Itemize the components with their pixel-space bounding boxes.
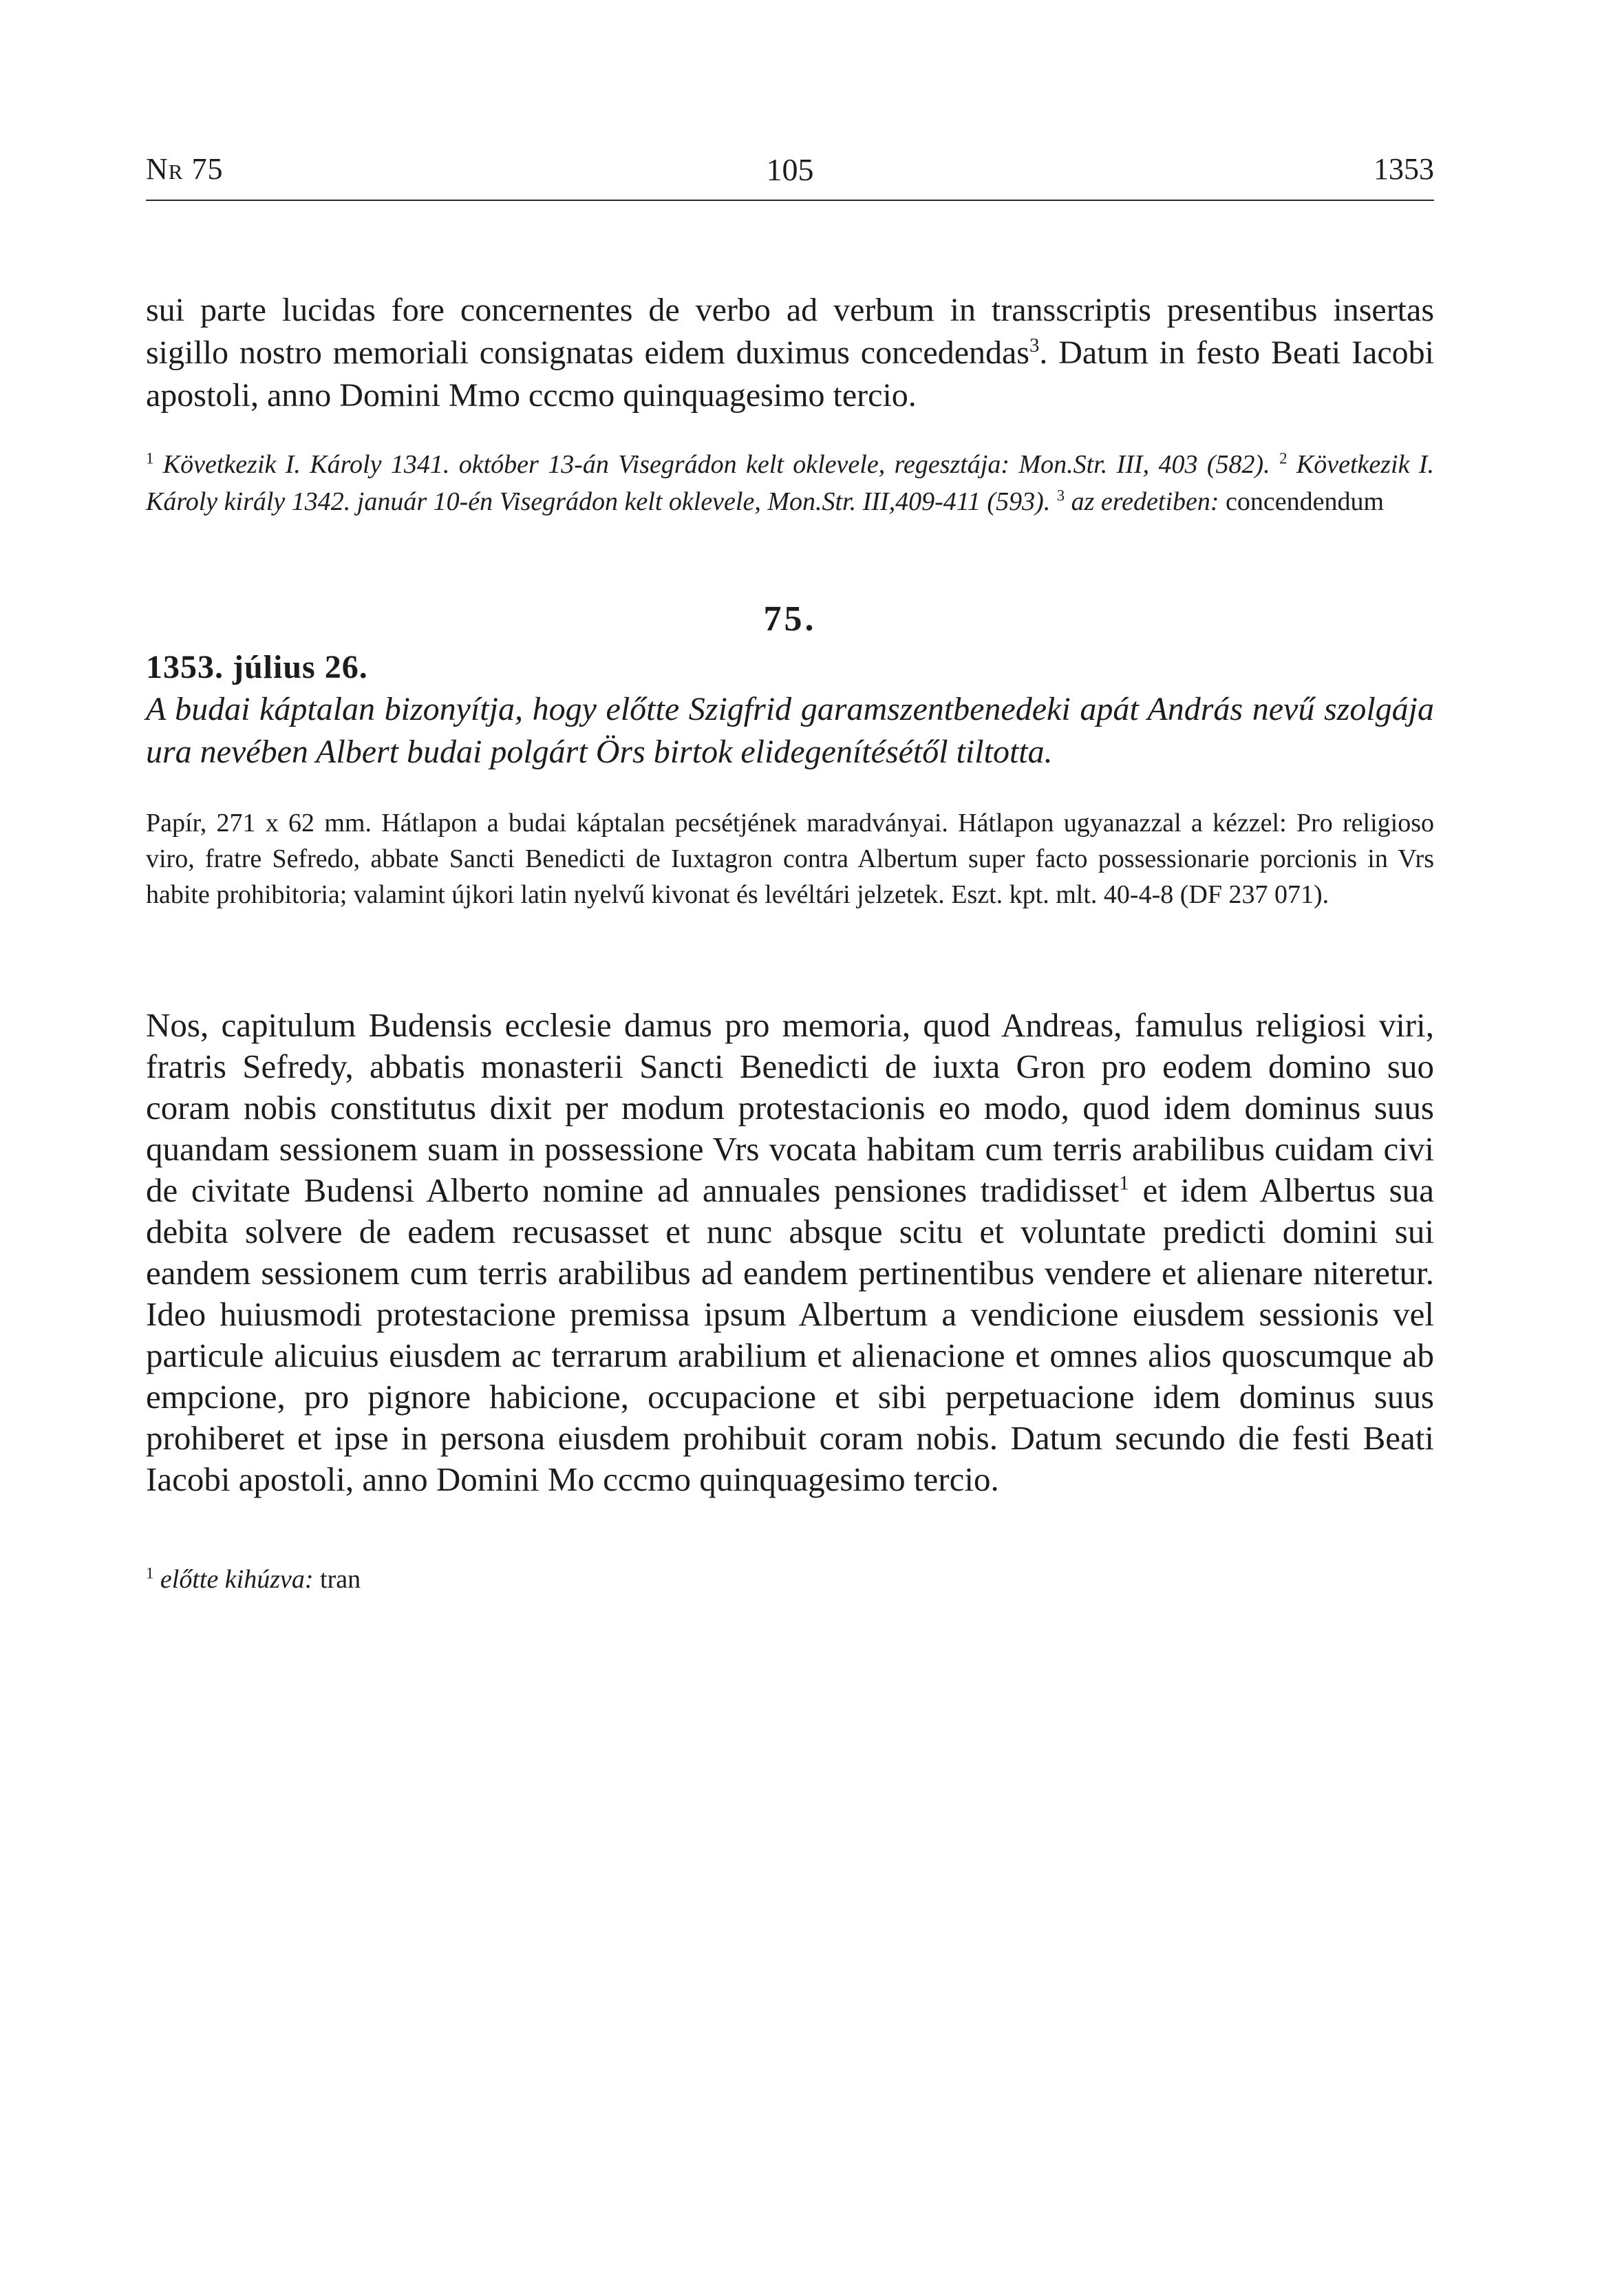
header-nr-value: 75 bbox=[191, 152, 224, 186]
header-year: 1353 bbox=[1374, 152, 1434, 186]
footnote-text-1: Következik I. Károly 1341. október 13-án Visegrádon kelt oklevele, regesztája: Mon.Str. III, 403 (582). bbox=[162, 450, 1270, 479]
body-text-2: et idem Albertus sua debita solvere de eadem recusasset et nunc absque scitu et voluntate predicti domini sui eandem sessionem cum terris arabilibus ad eandem pertinentibus vendere et alienare niteretur. Ideo huiusmodi protestacione premissa ipsum Albertum a vendicione eiusdem sessionis vel particule alicuius eiusdem ac terrarum arabilium et alienacione et omnes alios quoscumque ab empcione, pro pignore habicione, occupacione et sibi perpetuacione idem dominus suus prohiberet et ipse in persona eiusdem prohibuit coram nobis. Datum secundo die festi Beati Iacobi apostoli, anno Domini Mo cccmo quinquagesimo tercio. bbox=[146, 1171, 1434, 1498]
running-header bbox=[146, 151, 1434, 201]
body-text-1: Nos, capitulum Budensis ecclesie damus pro memoria, quod Andreas, famulus religiosi viri, fratris Sefredy, abbatis monasterii Sancti Benedicti de iuxta Gron pro eodem domino suo coram nobis constitutus dixit per modum protestacionis eo modo, quod idem dominus suus quandam sessionem suam in possessione Vrs vocata habitam cum terris arabilibus cuidam civi de civitate Budensi Alberto nomine ad annuales pensiones tradidisset bbox=[146, 1006, 1434, 1209]
document-date: 1353. július 26. bbox=[146, 649, 368, 685]
footnote-ref-3: 3 bbox=[1029, 334, 1040, 356]
body-footnote-ref: 1 bbox=[1119, 1172, 1129, 1195]
document-regest: A budai káptalan bizonyítja, hogy előtte Szigfrid garamszentbenedeki apát András nevű szolgája ura nevében Albert budai polgárt Örs birtok elidegenítésétől tiltotta. bbox=[146, 691, 1434, 770]
footnote-text-2: Következik I. Károly király 1342. január 10-én Visegrádon kelt oklevele, Mon.Str. III,409-411 (593). bbox=[146, 450, 1434, 516]
footnote-num-1: 1 bbox=[146, 449, 154, 467]
document-body bbox=[146, 1005, 1434, 1500]
document-footnote-italic: előtte kihúzva: bbox=[160, 1565, 314, 1594]
footnote-num-3: 3 bbox=[1056, 487, 1065, 504]
document-number: 75. bbox=[763, 599, 817, 639]
header-nr-prefix: Nr bbox=[146, 152, 184, 186]
closing-text-1: sui parte lucidas fore concernentes de verbo ad verbum in transscriptis presentibus insertas sigillo nostro memoriali consignatas eidem duximus concedendas bbox=[146, 292, 1434, 371]
previous-document-footnotes bbox=[146, 446, 1434, 520]
document-footnote-plain: tran bbox=[320, 1565, 361, 1594]
footnote-text-3-plain: concendendum bbox=[1226, 487, 1385, 516]
previous-document-closing bbox=[146, 289, 1434, 417]
footnote-num-2: 2 bbox=[1279, 449, 1288, 467]
closing-text-2: . Datum in festo Beati Iacobi apostoli, anno Domini Mmo cccmo quinquagesimo tercio. bbox=[146, 334, 1435, 414]
footnote-text-3-italic: az eredetiben: bbox=[1071, 487, 1219, 516]
document-footnote-num: 1 bbox=[146, 1564, 154, 1582]
document-description: Papír, 271 x 62 mm. Hátlapon a budai káptalan pecsétjének maradványai. Hátlapon ugyanazzal a kézzel: Pro religioso viro, fratre Sefredo, abbate Sancti Benedicti de Iuxtagron contra Albertum super facto possessionarie porcionis in Vrs habite prohibitoria; valamint újkori latin nyelvű kivonat és levéltári jelzetek. Eszt. kpt. mlt. 40-4-8 (DF 237 071). bbox=[146, 809, 1434, 909]
document-footnote bbox=[146, 1561, 1434, 1598]
page-number: 105 bbox=[766, 152, 814, 187]
